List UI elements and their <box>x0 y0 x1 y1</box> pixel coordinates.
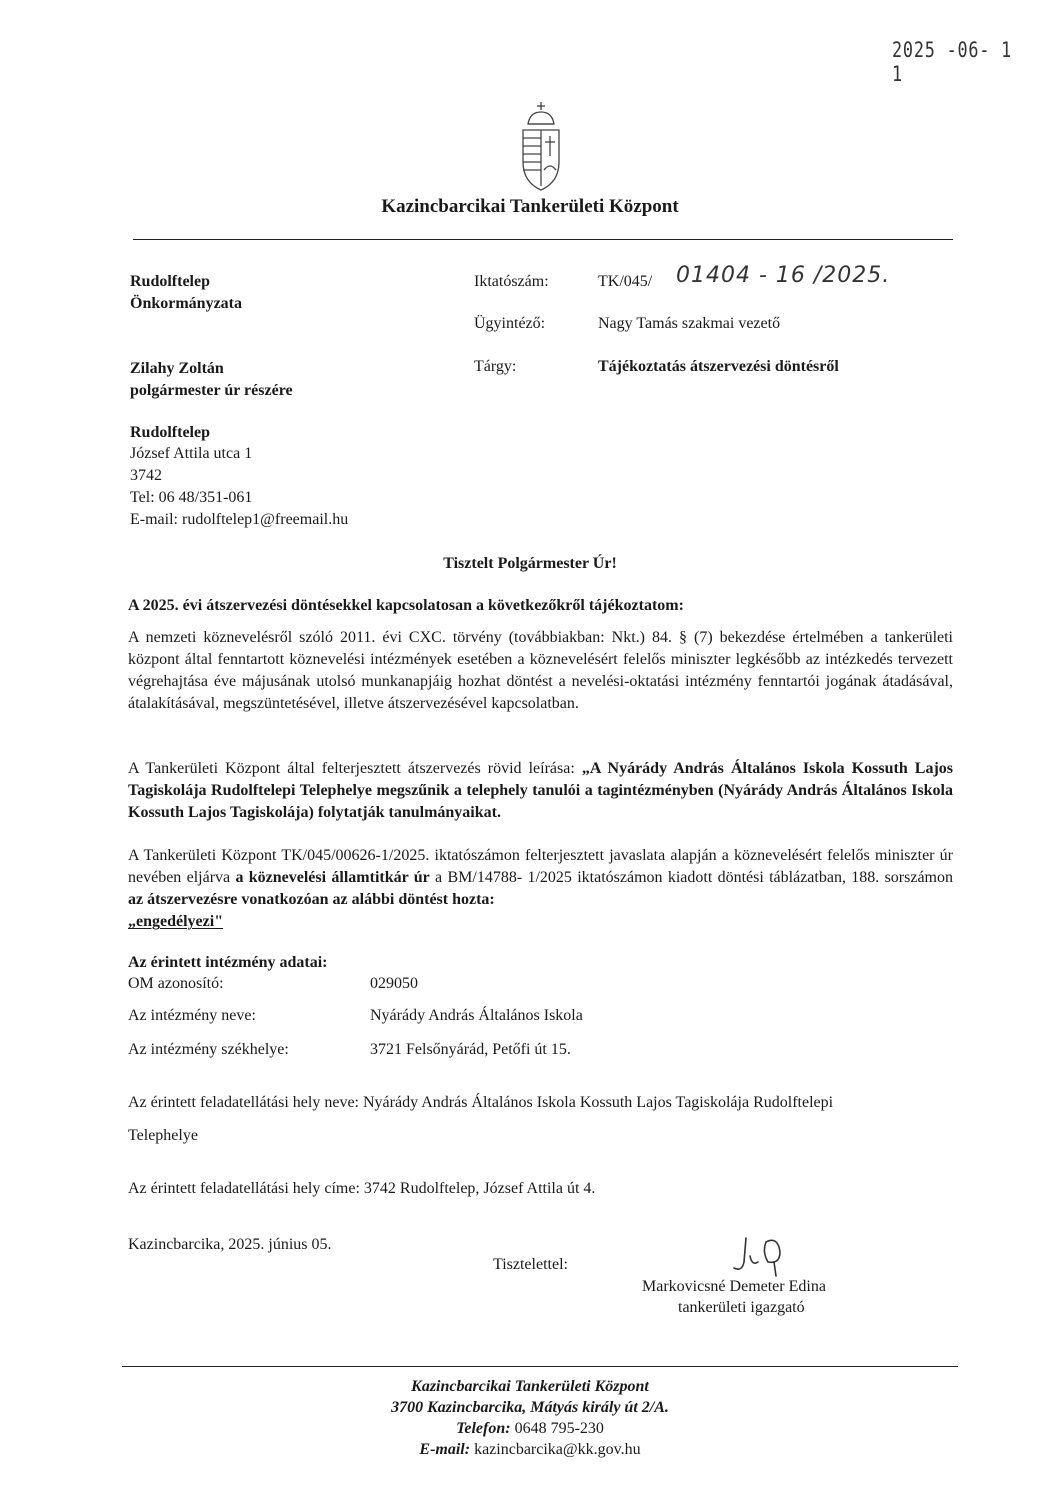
place-date: Kazincbarcika, 2025. június 05. <box>128 1236 332 1253</box>
footer-address: 3700 Kazincbarcika, Mátyás király út 2/A. <box>391 1399 669 1416</box>
recipient-postcode: 3742 <box>130 467 162 484</box>
decision-result: „engedélyezi" <box>128 913 224 930</box>
footer-email <box>0 1439 1060 1460</box>
recipient-street: József Attila utca 1 <box>130 445 253 462</box>
intro-line: A 2025. évi átszervezési döntésekkel kapcsolatosan a következőkről tájékoztatom: <box>128 597 684 614</box>
om-value: 029050 <box>370 975 418 992</box>
signature-image <box>728 1232 792 1278</box>
date-stamp: 2025 -06- 1 1 <box>892 38 1013 86</box>
salutation: Tisztelt Polgármester Úr! <box>443 555 617 572</box>
paragraph-decision <box>128 845 953 933</box>
header-divider <box>133 239 953 240</box>
site-name-line1: Az érintett feladatellátási hely neve: Nyárády András Általános Iskola Kossuth Lajos Tagiskolája Rudolftelepi <box>128 1094 834 1111</box>
institution-seat-label: Az intézmény székhelye: <box>128 1041 289 1058</box>
iktatoszam-handwritten: 01404 - 16 /2025. <box>676 263 891 288</box>
iktatoszam-label: Iktatószám: <box>474 273 549 290</box>
footer-email-label: E-mail: <box>419 1441 471 1458</box>
om-label: OM azonosító: <box>128 975 224 992</box>
institution-name-value: Nyárády András Általános Iskola <box>370 1007 583 1024</box>
targy-label: Tárgy: <box>474 358 517 375</box>
paragraph-description <box>128 758 953 824</box>
closing-greeting: Tisztelettel: <box>493 1256 568 1273</box>
footer-divider <box>122 1366 958 1367</box>
decision-text2: a BM/14788- 1/2025 iktatószámon kiadott döntési táblázatban, 188. sorszámon <box>429 869 954 886</box>
signatory-title: tankerületi igazgató <box>678 1299 805 1316</box>
institution-name-label: Az intézmény neve: <box>128 1007 256 1024</box>
institution-seat-value: 3721 Felsőnyárád, Petőfi út 15. <box>370 1041 571 1058</box>
iktatoszam-prefix: TK/045/ <box>598 273 653 290</box>
recipient-org-line2: Önkormányzata <box>130 295 242 312</box>
decision-bold1: a köznevelési államtitkár úr <box>235 869 430 886</box>
description-lead: A Tankerületi Központ által felterjesztett átszervezés rövid leírása: <box>128 760 582 777</box>
recipient-org-line1: Rudolftelep <box>130 273 210 290</box>
description-bold: „A Nyárády András Általános Iskola Kossuth Lajos Tagiskolája Rudolftelepi Telephelye megszűnik a telephely tanulói a tagintézményben (Nyárády András Általános Iskola Kossuth Lajos Tagiskolája) folytatják tanulmányaikat. <box>128 760 954 821</box>
recipient-person-title: polgármester úr részére <box>130 382 293 399</box>
recipient-email: E-mail: rudolftelep1@freemail.hu <box>130 511 349 528</box>
decision-text1: A Tankerületi Központ TK/045/00626-1/2025. iktatószámon felterjesztett javaslata alapján a köznevelésért felelős miniszter úr nevében eljárva <box>128 847 953 886</box>
footer-phone-value: 0648 795-230 <box>510 1420 604 1437</box>
ugyintezo-value: Nagy Tamás szakmai vezető <box>598 315 781 332</box>
footer-phone <box>0 1418 1060 1439</box>
recipient-person-name: Zilahy Zoltán <box>130 360 224 377</box>
footer-org: Kazincbarcikai Tankerületi Központ <box>411 1378 649 1395</box>
paragraph-legal-basis: A nemzeti köznevelésről szóló 2011. évi CXC. törvény (továbbiakban: Nkt.) 84. § (7) bekezdése értelmében a tankerületi központ által fenntartott köznevelési intézmények esetében a köznevelésért felelős miniszter legkésőbb az intézkedés tervezett végrehajtása éve májusának utolsó munkanapjáig hozhat döntést a nevelési-oktatási intézmény fenntartói jogának átadásával, átalakításával, megszüntetésével, illetve átszervezésével kapcsolatban. <box>128 629 953 712</box>
decision-bold2: az átszervezésre vonatkozóan az alábbi döntést hozta: <box>128 891 495 908</box>
recipient-city: Rudolftelep <box>130 424 210 441</box>
footer-phone-label: Telefon: <box>456 1420 511 1437</box>
site-name-line2: Telephelye <box>128 1127 198 1144</box>
recipient-phone: Tel: 06 48/351-061 <box>130 489 253 506</box>
coat-of-arms-emblem <box>516 100 566 192</box>
signatory-name: Markovicsné Demeter Edina <box>642 1278 826 1295</box>
site-address: Az érintett feladatellátási hely címe: 3742 Rudolftelep, József Attila út 4. <box>128 1180 596 1197</box>
targy-value: Tájékoztatás átszervezési döntésről <box>598 358 839 375</box>
organization-title: Kazincbarcikai Tankerületi Központ <box>381 196 679 217</box>
ugyintezo-label: Ügyintéző: <box>474 315 546 332</box>
institution-heading: Az érintett intézmény adatai: <box>128 954 328 971</box>
footer-email-value: kazincbarcika@kk.gov.hu <box>470 1441 641 1458</box>
